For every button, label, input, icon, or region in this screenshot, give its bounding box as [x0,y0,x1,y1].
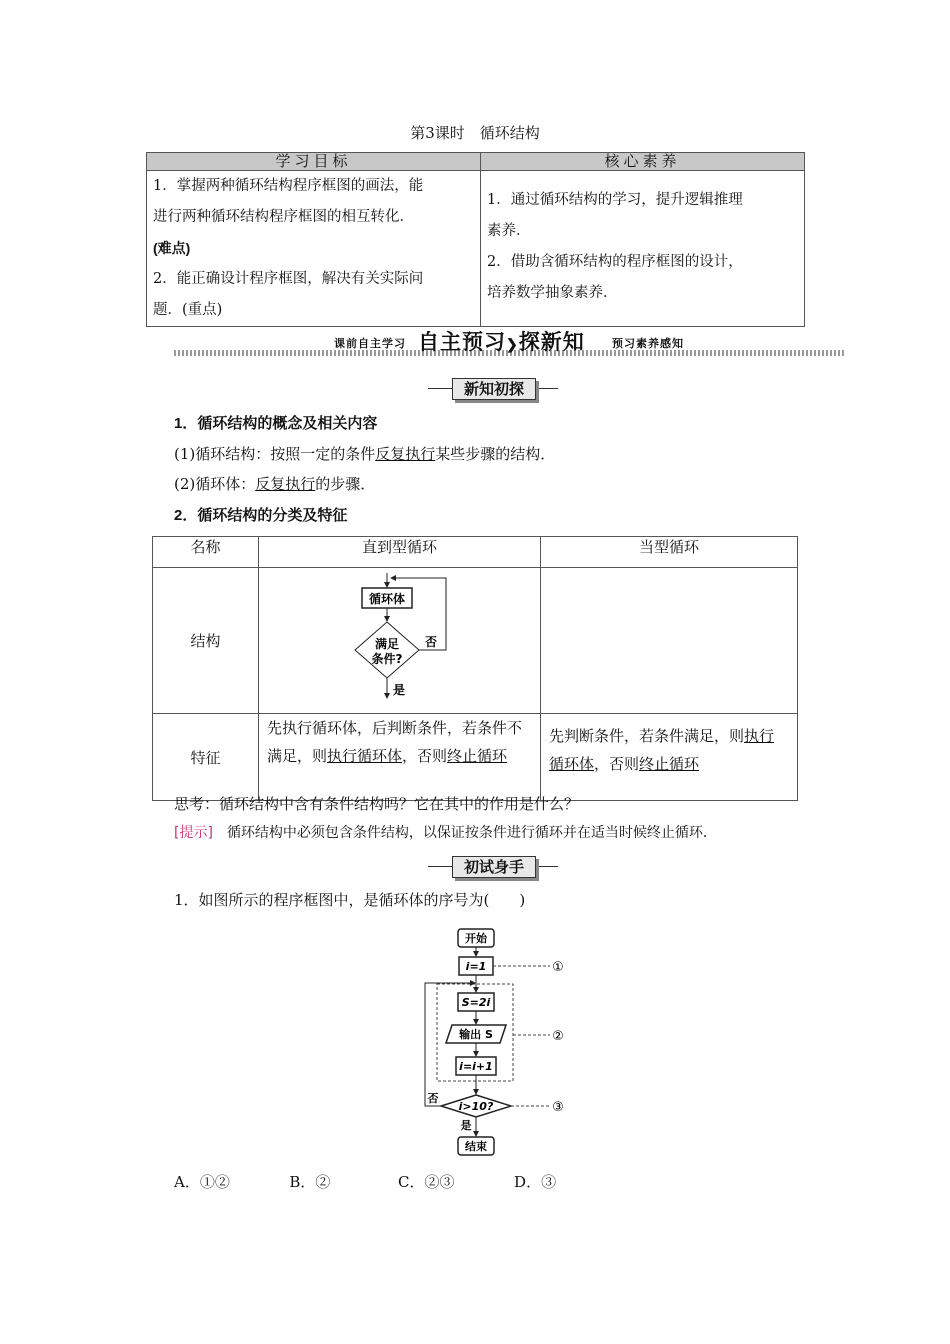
goals-header: 学习目标 [147,153,481,171]
inc-label: i=i+1 [459,1060,493,1073]
concept-line-1: (1)循环结构：按照一定的条件反复执行某些步骤的结构． [174,445,556,463]
option-c[interactable]: C．②③ [398,1173,455,1191]
concept-line-2: (2)循环体：反复执行的步骤． [174,475,376,493]
goals-table [146,152,805,327]
banner-main-text: 自主预习 [418,329,506,354]
question-1: 1．如图所示的程序框图中，是循环体的序号为( ) [174,891,526,909]
banner-main [418,326,585,356]
loop-table [152,536,798,801]
banner-main-text2: 探新知 [518,329,585,354]
while-diagram-cell [541,568,798,714]
until-feature: 先执行循环体，后判断条件，若条件不满足，则执行循环体，否则终止循环 [259,714,541,801]
lesson-title: 第3课时 循环结构 [410,124,540,142]
init-label: i=1 [465,960,487,973]
yes-label: 是 [392,683,406,697]
output-label: 输出 S [459,1028,493,1041]
literacy-cell [481,171,805,327]
goals-line: 2．能正确设计程序框图，解决有关实际问 [153,271,424,287]
until-diagram-cell [259,568,541,714]
literacy-header: 核心素养 [481,153,805,171]
while-feature: 先判断条件，若条件满足，则执行循环体，否则终止循环 [541,714,798,801]
cond-label-1: 满足 [374,637,400,651]
tip-line [174,823,717,843]
marker-1: ① [552,960,564,975]
tip-label: [提示] [174,825,213,841]
option-d[interactable]: D．③ [514,1173,557,1191]
marker-2: ② [552,1029,564,1044]
answer-options [174,1172,556,1192]
marker-3: ③ [552,1100,564,1115]
no-label: 否 [424,635,438,649]
literacy-line: 素养． [487,223,531,239]
tip-text: 循环结构中必须包含条件结构，以保证按条件进行循环并在适当时候终止循环． [226,825,717,841]
arrow-icon: ❯ [506,337,519,353]
cond-label-2: 条件? [371,652,403,666]
flow-yes-label: 是 [460,1119,472,1132]
col-until: 直到型循环 [259,537,541,568]
col-name: 名称 [153,537,259,568]
section-banner [174,326,844,358]
option-a[interactable]: A．①② [174,1173,230,1191]
cond-label: i>10? [458,1100,494,1113]
s-label: S=2i [461,996,491,1009]
start-label: 开始 [465,932,487,945]
option-b[interactable]: B．② [289,1173,331,1191]
goals-cell [147,171,481,327]
flow-no-label: 否 [427,1092,439,1105]
banner-right: 预习素养感知 [612,337,684,350]
banner-left: 课前自主学习 [334,337,406,350]
program-flowchart [415,925,575,1165]
literacy-line: 培养数学抽象素养． [487,285,618,301]
section-heading-try: 初试身手 [428,856,558,878]
row-feature: 特征 [153,714,259,801]
col-while: 当型循环 [541,537,798,568]
until-loop-diagram [259,568,540,709]
section-heading-new: 新知初探 [428,378,558,400]
goals-line: 进行两种循环结构程序框图的相互转化． [153,209,414,225]
literacy-line: 2．借助含循环结构的程序框图的设计， [487,254,743,270]
goals-line: 题．(重点) [153,302,223,318]
row-structure: 结构 [153,568,259,714]
goals-line: 1．掌握两种循环结构程序框图的画法，能 [153,178,424,194]
loop-body-label: 循环体 [368,592,406,606]
goals-line: (难点) [153,240,191,256]
item2-title: 2．循环结构的分类及特征 [174,507,348,524]
end-label: 结束 [465,1140,487,1153]
item1-title: 1．循环结构的概念及相关内容 [174,415,378,432]
literacy-line: 1．通过循环结构的学习，提升逻辑推理 [487,192,743,208]
think-question: 思考：循环结构中含有条件结构吗？它在其中的作用是什么？ [174,795,580,813]
